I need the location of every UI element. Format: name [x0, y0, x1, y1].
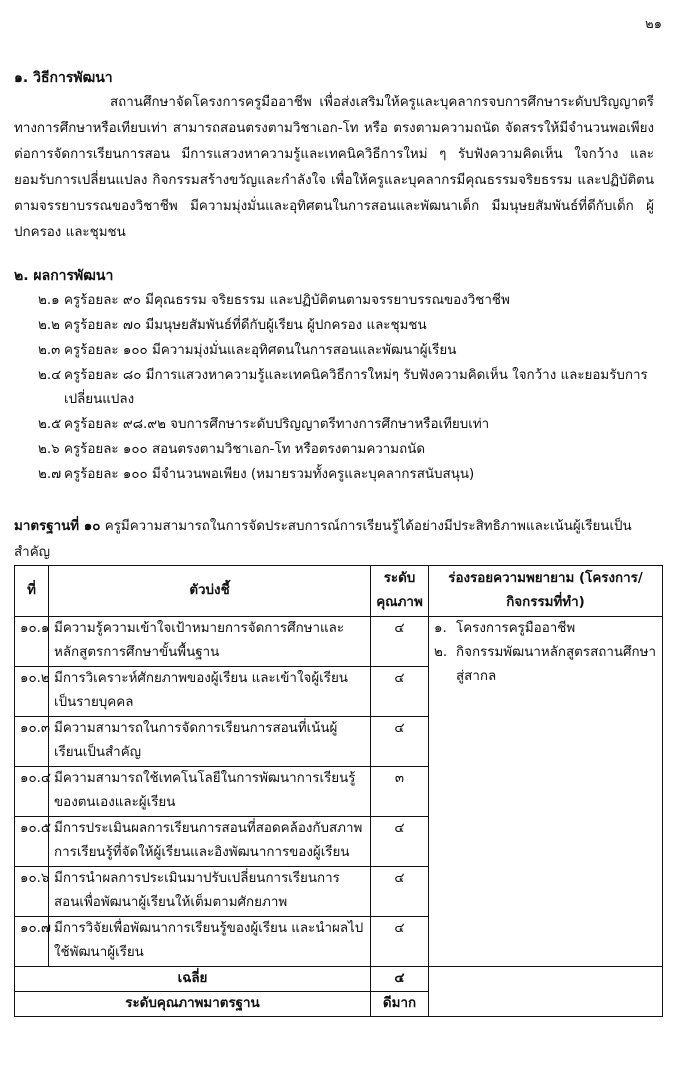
quality-value: ดีมาก	[371, 992, 429, 1017]
section-2-heading: ๒. ผลการพัฒนา	[14, 268, 114, 284]
row-indicator: มีความสามารถในการจัดการเรียนการสอนที่เน้นผู้เรียนเป็นสำคัญ	[49, 717, 371, 767]
evidence-list	[434, 617, 657, 689]
header-indicator: ตัวบ่งชี้	[49, 566, 371, 617]
row-indicator: มีการวิเคราะห์ศักยภาพของผู้เรียน และเข้าใจผู้เรียนเป็นรายบุคคล	[49, 667, 371, 717]
row-no: ๑๐.๖	[15, 867, 49, 917]
evidence-item: ๒. กิจกรรมพัฒนาหลักสูตรสถานศึกษาสู่สากล	[434, 645, 656, 684]
evidence-item: ๑. โครงการครูมืออาชีพ	[434, 621, 576, 636]
row-level: ๔	[371, 717, 429, 767]
section-1-paragraph: สถานศึกษาจัดโครงการครูมืออาชีพ เพื่อส่งเสริมให้ครูและบุคลากรจบการศึกษาระดับปริญญาตรีทางการศึกษาหรือเทียบเท่า สามารถสอนตรงตามวิชาเอก-โท หรือ ตรงตามความถนัด จัดสรรให้มีจำนวนพอเพียงต่อการจัดการเรียนการสอน มีการแสวงหาความรู้และเทคนิควิธีการใหม่ ๆ รับฟังความคิดเห็น ใจกว้าง และยอมรับการเปลี่ยนแปลง กิจกรรมสร้างขวัญและกำลังใจ เพื่อให้ครูและบุคลากรมีคุณธรรมจริยธรรม และปฏิบัติตนตามจรรยาบรรณของวิชาชีพ มีความมุ่งมั่นและอุทิศตนในการสอนและพัฒนาเด็ก มีมนุษยสัมพันธ์ที่ดีกับเด็ก ผู้ปกครอง และชุมชน	[14, 95, 654, 240]
standard-text: ครูมีความสามารถในการจัดประสบการณ์การเรียนรู้ได้อย่างมีประสิทธิภาพและเน้นผู้เรียนเป็นสำคัญ	[14, 519, 632, 560]
evidence-cell	[429, 617, 663, 967]
row-no: ๑๐.๓	[15, 717, 49, 767]
row-no: ๑๐.๑	[15, 617, 49, 667]
blank-cell	[429, 967, 663, 1017]
row-indicator: มีความรู้ความเข้าใจเป้าหมายการจัดการศึกษาและหลักสูตรการศึกษาขั้นพื้นฐาน	[49, 617, 371, 667]
average-value: ๔	[371, 967, 429, 992]
result-item: ๒.๖ ครูร้อยละ ๑๐๐ สอนตรงตามวิชาเอก-โท หรือตรงตามความถนัด	[38, 442, 426, 457]
page-number: ๒๑	[645, 17, 662, 32]
average-label: เฉลี่ย	[15, 967, 371, 992]
result-item: ๒.๕ ครูร้อยละ ๙๘.๙๒ จบการศึกษาระดับปริญญาตรีทางการศึกษาหรือเทียบเท่า	[38, 417, 490, 432]
row-level: ๔	[371, 617, 429, 667]
header-evidence: ร่องรอยความพยายาม (โครงการ/กิจกรรมที่ทำ)	[429, 566, 663, 617]
row-no: ๑๐.๕	[15, 817, 49, 867]
table-row	[15, 617, 663, 667]
table-header-row	[15, 566, 663, 617]
indicator-table	[14, 565, 663, 1017]
standard-statement	[14, 514, 654, 566]
standard-label: มาตรฐานที่ ๑๐	[14, 519, 101, 534]
development-results-list	[38, 289, 658, 488]
header-no: ที่	[15, 566, 49, 617]
row-indicator: มีการนำผลการประเมินมาปรับเปลี่ยนการเรียนการสอนเพื่อพัฒนาผู้เรียนให้เต็มตามศักยภาพ	[49, 867, 371, 917]
section-1-heading: ๑. วิธีการพัฒนา	[14, 70, 113, 86]
result-item: ๒.๒ ครูร้อยละ ๗๐ มีมนุษยสัมพันธ์ที่ดีกับผู้เรียน ผู้ปกครอง และชุมชน	[38, 318, 427, 333]
row-level: ๔	[371, 917, 429, 967]
result-item: ๒.๔ ครูร้อยละ ๘๐ มีการแสวงหาความรู้และเทคนิควิธีการใหม่ๆ รับฟังความคิดเห็น ใจกว้าง และยอมรับการเปลี่ยนแปลง	[38, 368, 648, 407]
row-no: ๑๐.๒	[15, 667, 49, 717]
average-row	[15, 967, 663, 992]
result-item: ๒.๑ ครูร้อยละ ๙๐ มีคุณธรรม จริยธรรม และปฏิบัติตนตามจรรยาบรรณของวิชาชีพ	[38, 293, 510, 308]
header-level: ระดับคุณภาพ	[371, 566, 429, 617]
quality-label: ระดับคุณภาพมาตรฐาน	[15, 992, 371, 1017]
row-no: ๑๐.๔	[15, 767, 49, 817]
result-item: ๒.๓ ครูร้อยละ ๑๐๐ มีความมุ่งมั่นและอุทิศตนในการสอนและพัฒนาผู้เรียน	[38, 343, 457, 358]
row-indicator: มีการวิจัยเพื่อพัฒนาการเรียนรู้ของผู้เรียน และนำผลไปใช้พัฒนาผู้เรียน	[49, 917, 371, 967]
row-level: ๔	[371, 867, 429, 917]
row-no: ๑๐.๗	[15, 917, 49, 967]
result-item: ๒.๗ ครูร้อยละ ๑๐๐ มีจำนวนพอเพียง (หมายรวมทั้งครูและบุคลากรสนับสนุน)	[38, 467, 475, 482]
row-level: ๔	[371, 667, 429, 717]
row-indicator: มีการประเมินผลการเรียนการสอนที่สอดคล้องกับสภาพการเรียนรู้ที่จัดให้ผู้เรียนและอิงพัฒนาการของผู้เรียน	[49, 817, 371, 867]
row-level: ๓	[371, 767, 429, 817]
row-indicator: มีความสามารถใช้เทคโนโลยีในการพัฒนาการเรียนรู้ของตนเองและผู้เรียน	[49, 767, 371, 817]
row-level: ๔	[371, 817, 429, 867]
